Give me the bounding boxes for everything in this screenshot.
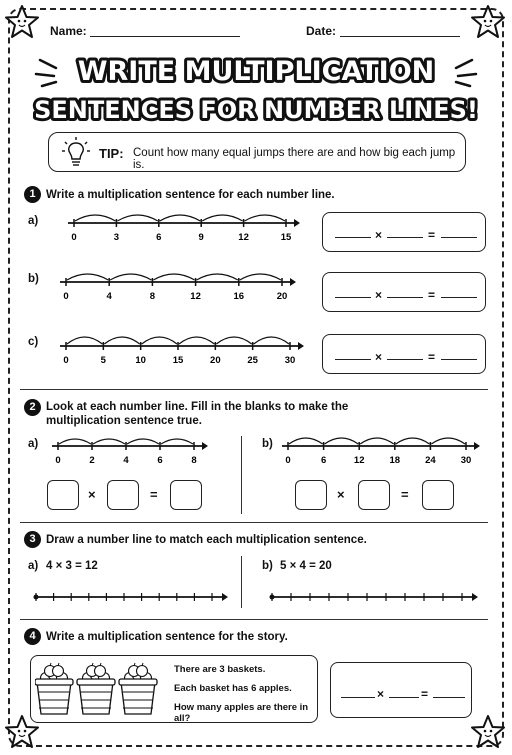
answer-square[interactable] [295,480,327,510]
tick-label: 30 [284,355,296,366]
q1-part-a-label: a) [28,215,39,227]
title-line-2: SENTENCES FOR NUMBER LINES! [34,96,478,124]
basket-rim [119,679,157,685]
basket-body [79,682,113,714]
equals-sign: = [421,687,429,701]
jump-arc [245,215,285,221]
answer-square[interactable] [170,480,202,510]
answer-box-q4[interactable] [330,662,472,718]
jump-arc [67,274,108,280]
answer-blank[interactable] [335,237,371,238]
tick-label: 0 [63,291,69,302]
answer-blank[interactable] [387,237,423,238]
basket-rim [35,679,73,685]
tick-label: 24 [425,455,436,466]
jump-arc [202,215,242,221]
apple-icon [137,666,148,677]
answer-square[interactable] [107,480,139,510]
date-field[interactable] [340,36,460,37]
lightbulb-icon [61,136,91,170]
tick-label: 0 [55,455,61,466]
tick-label: 6 [156,232,162,243]
star-icon [470,714,506,750]
question-number-3: 3 [24,531,41,548]
section-divider [20,619,488,620]
tick-label: 4 [106,291,112,302]
question-4-text: Write a multiplication sentence for the story. [46,631,288,643]
jump-arc [59,439,91,444]
q3-part-a-label: a) [28,560,39,572]
tick-label: 0 [285,455,291,466]
jump-arc [161,439,193,444]
q1-part-b-label: b) [28,273,39,285]
q3-part-b-sentence: 5 × 4 = 20 [280,560,332,572]
arrow-head [222,593,228,601]
tick-label: 6 [157,455,163,466]
equals-sign: = [150,487,158,502]
jump-arc [117,215,157,221]
story-line-3: How many apples are there in all? [174,702,309,724]
blank-number-line-q3a[interactable] [32,590,232,604]
tick-label: 18 [389,455,401,466]
jump-arc [93,439,125,444]
star-icon [470,4,506,40]
answer-box-q1b[interactable] [322,272,486,312]
date-label: Date: [306,24,337,38]
tick-label: 16 [233,291,245,302]
times-sign: × [88,487,96,502]
column-divider [241,436,242,514]
question-2-text-line-2: multiplication sentence true. [46,415,202,427]
question-3-text: Draw a number line to match each multiplication sentence. [46,534,367,546]
answer-square[interactable] [422,480,454,510]
tick-label: 0 [63,355,69,366]
tick-label: 4 [123,455,129,466]
jump-arc [67,337,102,344]
times-sign: × [337,487,345,502]
answer-blank[interactable] [441,237,477,238]
jump-arc [142,337,177,344]
page-title [30,46,482,128]
name-field[interactable] [90,36,240,37]
answer-blank[interactable] [441,359,477,360]
jump-arc [240,274,281,280]
equals-sign: = [428,288,436,302]
answer-blank[interactable] [433,697,465,698]
name-label: Name: [50,24,87,38]
jump-arc [104,337,139,344]
basket-body [121,682,155,714]
q2-part-b-label: b) [262,438,273,450]
answer-blank[interactable] [387,297,423,298]
tick-label: 10 [135,355,146,366]
times-sign: × [375,350,383,364]
apple-icon [95,666,106,677]
question-number-4: 4 [24,628,41,645]
star-icon [4,4,40,40]
tick-label: 30 [460,455,472,466]
tick-label: 3 [113,232,120,243]
tick-label: 12 [353,455,365,466]
answer-square[interactable] [47,480,79,510]
question-1-text: Write a multiplication sentence for each number line. [46,189,335,201]
tick-label: 8 [149,291,156,302]
answer-blank[interactable] [441,297,477,298]
arrow-head [202,442,208,450]
equals-sign: = [428,228,436,242]
title-line-1: WRITE MULTIPLICATION [77,56,435,87]
story-box [30,655,318,723]
basket-icon [77,663,115,714]
question-number-1: 1 [24,186,41,203]
question-2-text-line-1: Look at each number line. Fill in the blanks to make the [46,401,349,413]
tick-label: 20 [210,355,221,366]
section-divider [20,389,488,390]
times-sign: × [375,228,383,242]
jump-arc [160,215,200,221]
answer-blank[interactable] [387,359,423,360]
tip-text: Count how many equal jumps there are and how big each jump is. [133,147,456,171]
number-line-q1a [60,210,310,255]
section-divider [20,522,488,523]
arrow-head [294,219,300,227]
tick-label: 12 [238,232,249,243]
tick-label: 0 [71,232,77,243]
arrow-head [472,593,478,601]
tick-label: 6 [320,455,327,466]
jump-arc [325,438,359,444]
times-sign: × [375,288,383,302]
basket-body [37,682,71,714]
tick-label: 20 [276,291,288,302]
jump-arc [197,274,238,280]
tick-label: 12 [190,291,201,302]
tick-label: 2 [89,455,95,466]
blank-number-line-q3b[interactable] [268,590,483,604]
tick-label: 9 [198,232,204,243]
answer-blank[interactable] [341,697,375,698]
tick-label: 5 [100,355,106,366]
number-line-q1b [52,268,310,313]
jump-arc [360,438,394,444]
basket-rim [77,679,115,685]
story-line-2: Each basket has 6 apples. [174,683,292,694]
answer-box-q1c[interactable] [322,334,486,374]
jump-arc [127,439,159,444]
answer-box-q1a[interactable] [322,212,486,252]
jump-arc [216,337,251,344]
number-line-q2b [276,432,481,472]
jump-arc [75,215,115,221]
answer-blank[interactable] [335,359,371,360]
question-number-2: 2 [24,399,41,416]
basket-icon [35,663,73,714]
jump-arc [431,438,465,444]
tip-box [48,132,466,172]
times-sign: × [377,687,385,701]
arrow-head [474,442,480,450]
story-line-1: There are 3 baskets. [174,664,266,675]
arrow-head [290,278,296,286]
tick-label: 25 [247,355,258,366]
tick-label: 15 [172,355,184,366]
jump-arc [110,274,151,280]
q3-part-b-label: b) [262,560,273,572]
answer-blank[interactable] [335,297,371,298]
arrow-head [298,342,304,350]
jump-arc [179,337,214,344]
tip-label: TIP: [99,146,124,161]
answer-blank[interactable] [389,697,419,698]
tick-label: 8 [191,455,197,466]
jump-arc [254,337,289,344]
jump-arc [289,438,323,444]
answer-square[interactable] [358,480,390,510]
number-line-q1c [52,330,310,375]
column-divider [241,556,242,608]
q1-part-c-label: c) [28,336,39,348]
basket-icon [119,663,157,714]
equals-sign: = [401,487,409,502]
jump-arc [153,274,194,280]
q3-part-a-sentence: 4 × 3 = 12 [46,560,98,572]
q2-part-a-label: a) [28,438,39,450]
number-line-q2a [46,432,221,472]
equals-sign: = [428,350,436,364]
tick-label: 15 [280,232,292,243]
jump-arc [396,438,430,444]
apple-baskets-illustration [35,662,161,720]
apple-icon [53,666,64,677]
